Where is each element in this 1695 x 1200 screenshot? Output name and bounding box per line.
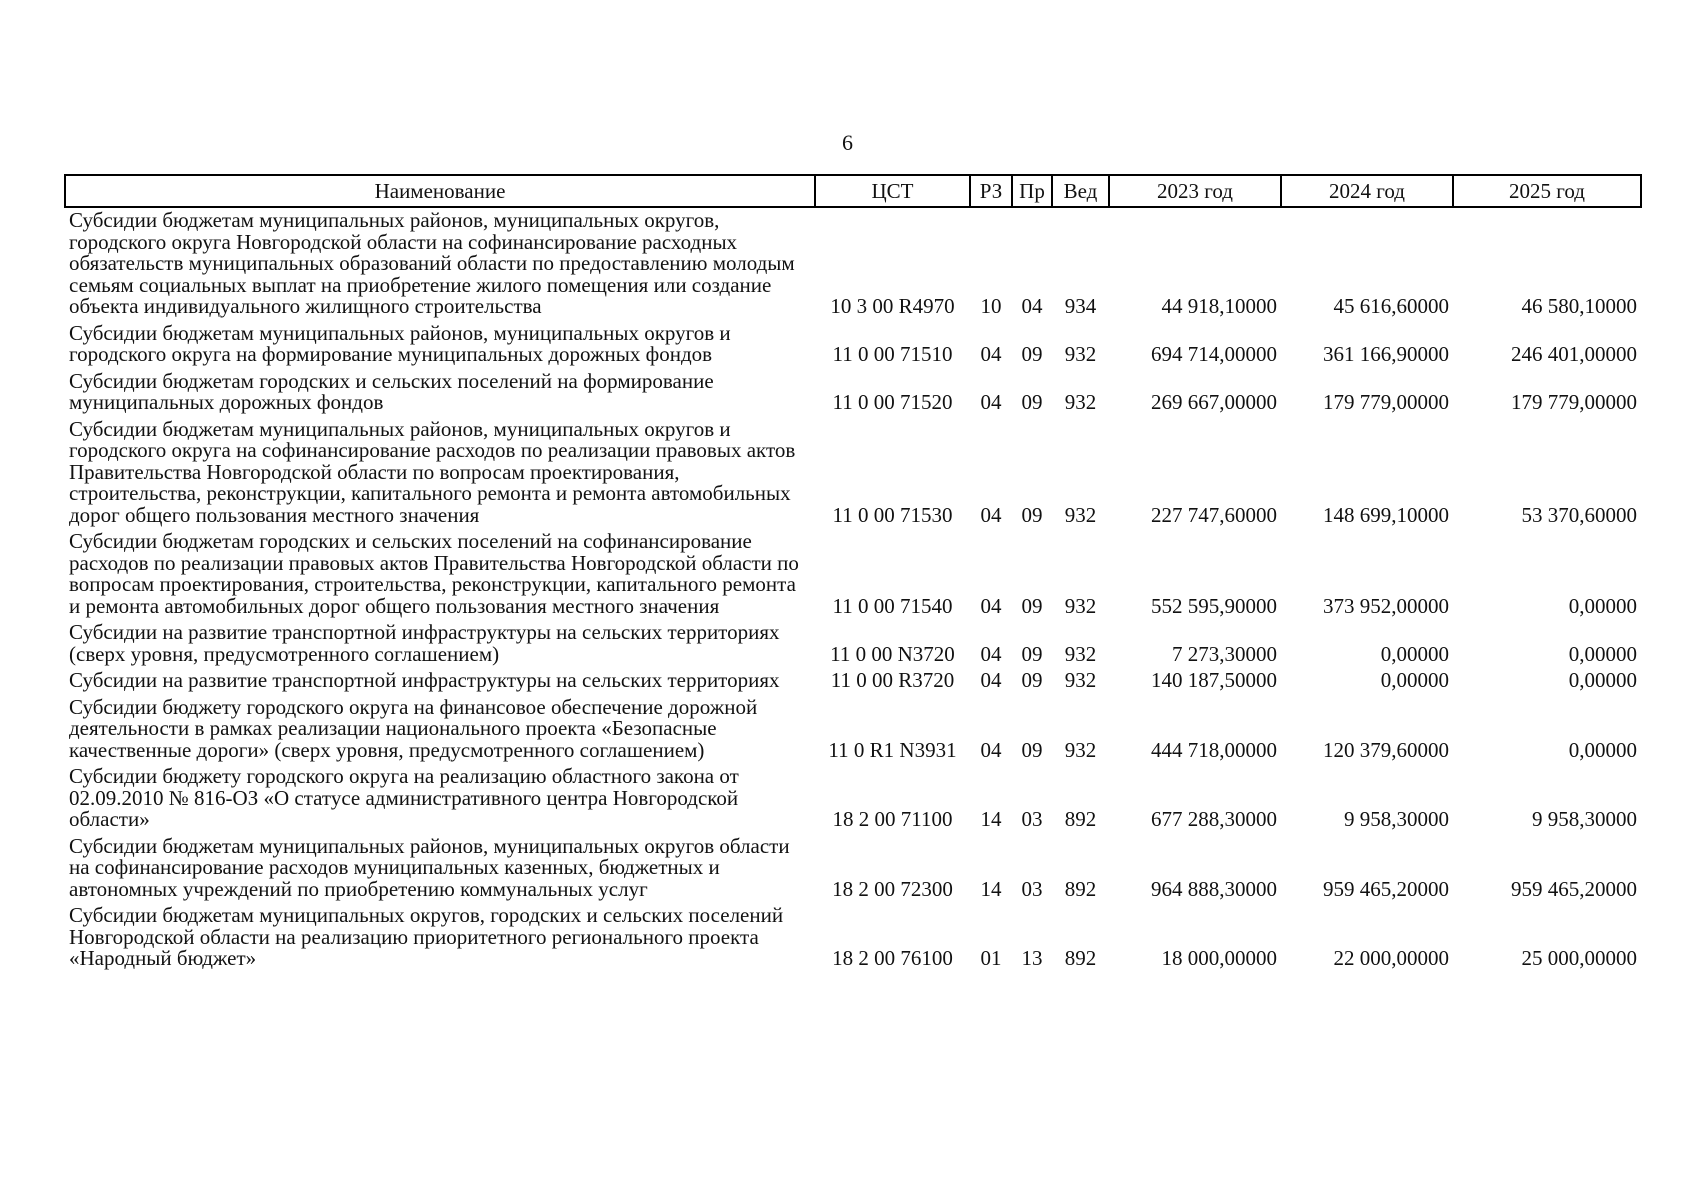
row-2023: 227 747,60000 <box>1151 502 1277 527</box>
row-cst: 10 3 00 R4970 <box>830 294 955 318</box>
row-name: Субсидии бюджету городского округа на реализацию областного закона от 02.09.2010 № 816-ОЗ «О статусе административного центра Новгородской области» <box>69 764 739 831</box>
header-cst: ЦСТ <box>815 175 970 207</box>
row-2024: 0,00000 <box>1380 668 1449 692</box>
row-pr: 09 <box>1021 737 1043 762</box>
row-pr: 09 <box>1021 641 1043 666</box>
row-2024: 0,00000 <box>1380 641 1449 666</box>
row-2024: 373 952,00000 <box>1323 593 1449 618</box>
row-2025: 0,00000 <box>1568 641 1637 666</box>
table-row <box>65 695 1641 765</box>
row-pr: 13 <box>1021 946 1043 970</box>
table-body <box>65 207 1641 973</box>
row-name: Субсидии на развитие транспортной инфраструктуры на сельских территориях <box>69 668 780 692</box>
row-ved: 892 <box>1064 876 1097 901</box>
row-2024: 9 958,30000 <box>1344 807 1449 831</box>
row-2024: 959 465,20000 <box>1323 876 1449 901</box>
row-cst: 11 0 00 71520 <box>832 390 953 414</box>
table-row <box>65 620 1641 668</box>
table-row <box>65 529 1641 620</box>
header-name: Наименование <box>65 175 815 207</box>
page-number: 6 <box>842 130 853 155</box>
row-2024: 179 779,00000 <box>1323 390 1449 414</box>
row-2025: 179 779,00000 <box>1511 390 1637 414</box>
row-cst: 11 0 00 71510 <box>832 342 953 366</box>
row-2025: 246 401,00000 <box>1511 342 1637 366</box>
row-name: Субсидии бюджетам муниципальных районов, муниципальных округов, городского округа Новгородской области на софинансирование расходных обязательств муниципальных образований области по предоставлению молодым семьям социальных выплат на приобретение жилого помещения или создание объекта индивидуального жилищного строительства <box>69 208 795 318</box>
table-header <box>65 175 1641 207</box>
row-pr: 03 <box>1021 876 1043 901</box>
row-2023: 7 273,30000 <box>1172 641 1277 666</box>
row-2025: 53 370,60000 <box>1521 502 1637 527</box>
row-2025: 0,00000 <box>1568 737 1637 762</box>
budget-table <box>64 174 1642 973</box>
row-cst: 11 0 00 71530 <box>832 502 953 527</box>
row-cst: 18 2 00 76100 <box>832 946 953 970</box>
table-row <box>65 834 1641 904</box>
row-name: Субсидии бюджетам городских и сельских поселений на формирование муниципальных дорожных фондов <box>69 368 714 414</box>
row-ved: 892 <box>1064 946 1097 970</box>
row-2024: 45 616,60000 <box>1333 294 1449 318</box>
row-name: Субсидии бюджетам муниципальных районов, муниципальных округов и городского округа на софинансирование расходов по реализации правовых актов Правительства Новгородской области по вопросам проектирования, строительства, реконструкции, капитального ремонта и ремонта автомобильных дорог общего пользования местного значения <box>69 416 796 527</box>
row-2025: 959 465,20000 <box>1511 876 1637 901</box>
row-2023: 694 714,00000 <box>1151 342 1277 366</box>
row-2023: 44 918,10000 <box>1161 294 1277 318</box>
header-2023: 2023 год <box>1109 175 1281 207</box>
row-rz: 04 <box>980 641 1002 666</box>
row-name: Субсидии на развитие транспортной инфраструктуры на сельских территориях (сверх уровня, предусмотренного соглашением) <box>69 620 780 666</box>
table-row <box>65 417 1641 530</box>
row-rz: 14 <box>980 876 1002 901</box>
row-rz: 04 <box>980 390 1002 414</box>
row-2025: 25 000,00000 <box>1521 946 1637 970</box>
row-2023: 677 288,30000 <box>1151 807 1277 831</box>
row-rz: 04 <box>980 502 1002 527</box>
header-rz: РЗ <box>970 175 1012 207</box>
row-ved: 932 <box>1064 390 1097 414</box>
row-2023: 444 718,00000 <box>1151 737 1277 762</box>
row-2024: 22 000,00000 <box>1333 946 1449 970</box>
row-cst: 18 2 00 71100 <box>832 807 953 831</box>
row-2025: 46 580,10000 <box>1521 294 1637 318</box>
row-cst: 11 0 00 71540 <box>832 593 953 618</box>
row-2023: 269 667,00000 <box>1151 390 1277 414</box>
table-row <box>65 764 1641 834</box>
row-2025: 0,00000 <box>1568 668 1637 692</box>
header-pr: Пр <box>1012 175 1052 207</box>
header-ved: Вед <box>1052 175 1109 207</box>
table-row <box>65 207 1641 321</box>
table-row <box>65 369 1641 417</box>
row-name: Субсидии бюджетам муниципальных районов, муниципальных округов и городского округа на формирование муниципальных дорожных фондов <box>69 320 731 366</box>
row-pr: 09 <box>1021 390 1043 414</box>
row-cst: 11 0 00 N3720 <box>830 641 955 666</box>
row-2023: 964 888,30000 <box>1151 876 1277 901</box>
row-2025: 0,00000 <box>1568 593 1637 618</box>
row-2025: 9 958,30000 <box>1532 807 1637 831</box>
row-pr: 09 <box>1021 668 1043 692</box>
row-2024: 148 699,10000 <box>1323 502 1449 527</box>
row-rz: 10 <box>980 294 1002 318</box>
row-2023: 552 595,90000 <box>1151 593 1277 618</box>
row-pr: 03 <box>1021 807 1043 831</box>
row-pr: 09 <box>1021 593 1043 618</box>
row-ved: 932 <box>1064 668 1097 692</box>
row-name: Субсидии бюджетам муниципальных округов, городских и сельских поселений Новгородской области на реализацию приоритетного регионального проекта «Народный бюджет» <box>69 903 784 970</box>
row-rz: 04 <box>980 668 1002 692</box>
table-row <box>65 321 1641 369</box>
row-pr: 04 <box>1021 294 1043 318</box>
row-2023: 18 000,00000 <box>1161 946 1277 970</box>
row-rz: 04 <box>980 737 1002 762</box>
row-rz: 04 <box>980 593 1002 618</box>
row-rz: 01 <box>980 946 1002 970</box>
row-name: Субсидии бюджету городского округа на финансовое обеспечение дорожной деятельности в рамках реализации национального проекта «Безопасные качественные дороги» (сверх уровня, предусмотренного соглашением) <box>69 694 758 762</box>
row-ved: 892 <box>1064 807 1097 831</box>
row-rz: 04 <box>980 342 1002 366</box>
row-cst: 11 0 00 R3720 <box>830 668 955 692</box>
row-ved: 932 <box>1064 737 1097 762</box>
row-pr: 09 <box>1021 502 1043 527</box>
row-2024: 361 166,90000 <box>1323 342 1449 366</box>
row-name: Субсидии бюджетам муниципальных районов, муниципальных округов области на софинансирование расходов муниципальных казенных, бюджетных и автономных учреждений по приобретению коммунальных услуг <box>69 833 790 901</box>
row-cst: 11 0 R1 N3931 <box>828 737 957 762</box>
row-ved: 932 <box>1064 641 1097 666</box>
row-ved: 934 <box>1064 294 1097 318</box>
row-ved: 932 <box>1064 502 1097 527</box>
row-ved: 932 <box>1064 593 1097 618</box>
row-ved: 932 <box>1064 342 1097 366</box>
row-cst: 18 2 00 72300 <box>832 876 953 901</box>
header-2024: 2024 год <box>1281 175 1453 207</box>
row-rz: 14 <box>980 807 1002 831</box>
row-2023: 140 187,50000 <box>1151 668 1277 692</box>
table-row <box>65 903 1641 973</box>
table-row <box>65 668 1641 695</box>
row-2024: 120 379,60000 <box>1323 737 1449 762</box>
row-pr: 09 <box>1021 342 1043 366</box>
row-name: Субсидии бюджетам городских и сельских поселений на софинансирование расходов по реализации правовых актов Правительства Новгородской области по вопросам проектирования, строительства, реконструкции, капитального ремонта и ремонта автомобильных дорог общего пользования местного значения <box>69 529 799 618</box>
header-2025: 2025 год <box>1453 175 1641 207</box>
